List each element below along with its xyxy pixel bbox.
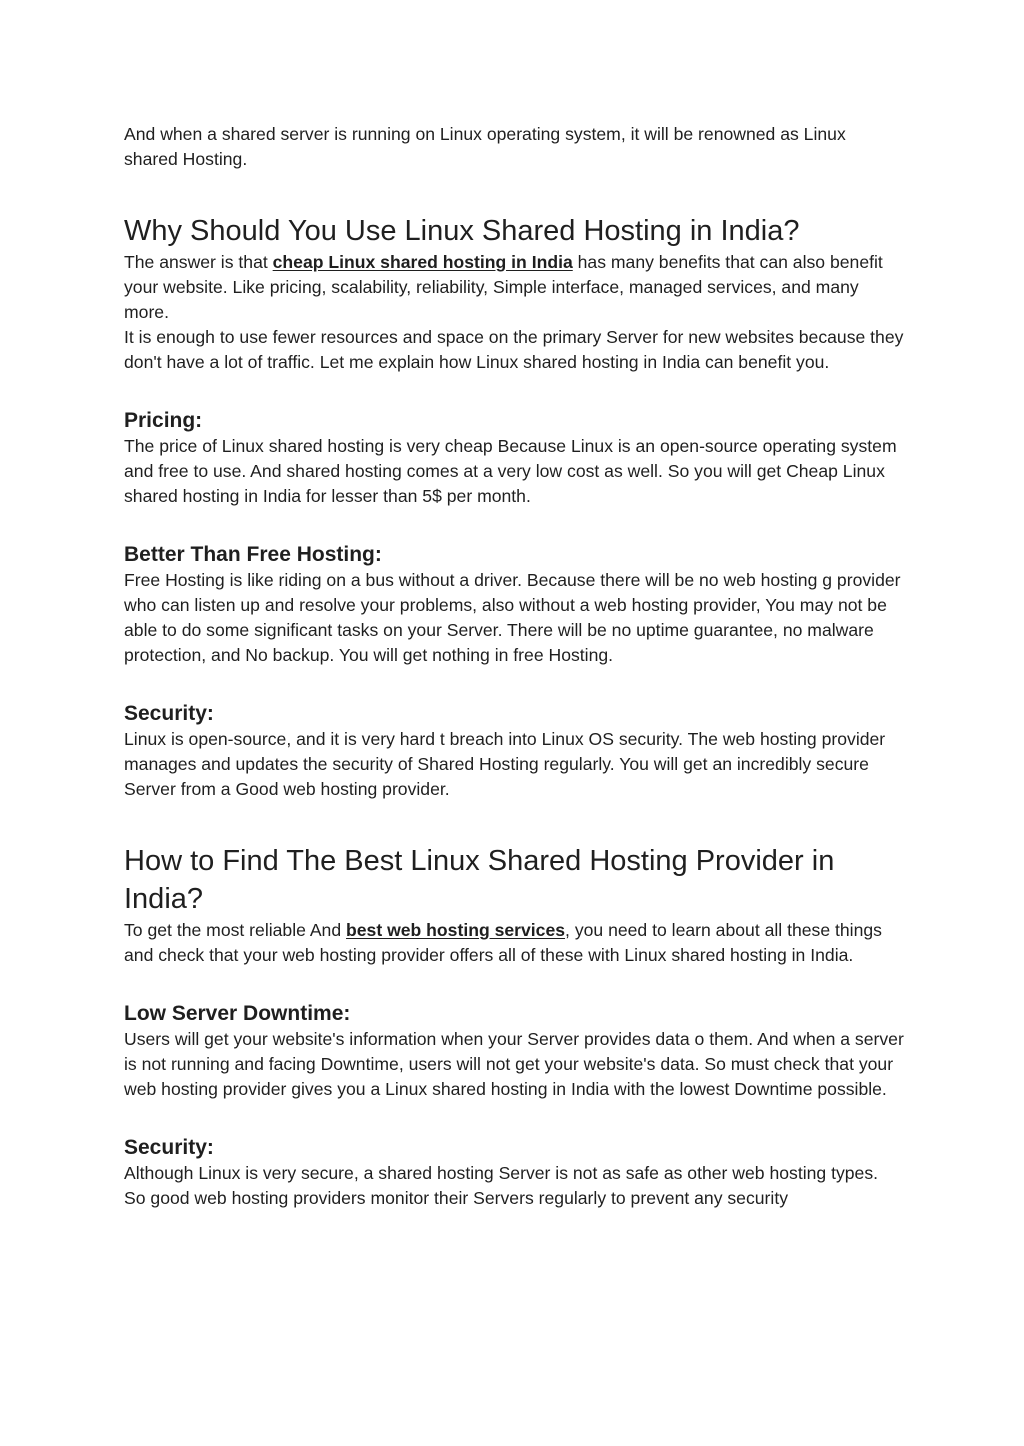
- heading-low-downtime: Low Server Downtime:: [124, 1002, 351, 1025]
- spacer: [124, 509, 904, 541]
- better-paragraph: Free Hosting is like riding on a bus without a driver. Because there will be no web hosting g provider who can listen up and resolve your problems, also without a web hosting provider, You may not be able to do some significant tasks on your Server. There will be no uptime guarantee, no malware protection, and No backup. You will get nothing in free Hosting.: [124, 570, 901, 665]
- downtime-paragraph: Users will get your website's information when your Server provides data o them. And when a server is not running and facing Downtime, users will not get your website's data. So must check that your web hosting provider gives you a Linux shared hosting in India with the lowest Downtime possible.: [124, 1029, 904, 1099]
- how-text-before-link: To get the most reliable And: [124, 920, 347, 940]
- heading-security-2: Security:: [124, 1136, 214, 1159]
- how-text-after-link: , you need to learn about all these things and check that your web hosting provider offers all of these with Linux shared hosting in India.: [124, 920, 882, 965]
- document-page: [124, 122, 904, 1211]
- spacer: [124, 172, 904, 212]
- heading-how-to-find: How to Find The Best Linux Shared Hosting Provider in India?: [124, 845, 835, 915]
- cheap-linux-hosting-link[interactable]: cheap Linux shared hosting in India: [272, 252, 573, 272]
- security-2-paragraph: Although Linux is very secure, a shared hosting Server is not as safe as other web hosting types. So good web hosting providers monitor their Servers regularly to prevent any security: [124, 1163, 879, 1208]
- spacer: [124, 802, 904, 842]
- best-web-hosting-link[interactable]: best web hosting services: [346, 920, 566, 940]
- heading-better-than-free: Better Than Free Hosting:: [124, 543, 382, 566]
- why-paragraph-2: It is enough to use fewer resources and space on the primary Server for new websites because they don't have a lot of traffic. Let me explain how Linux shared hosting in India can benefit you.: [124, 327, 904, 372]
- heading-pricing: Pricing:: [124, 409, 203, 432]
- intro-paragraph: And when a shared server is running on Linux operating system, it will be renowned as Linux shared Hosting.: [124, 124, 846, 169]
- heading-security-1: Security:: [124, 702, 214, 725]
- security-1-paragraph: Linux is open-source, and it is very hard t breach into Linux OS security. The web hosting provider manages and updates the security of Shared Hosting regularly. You will get an incredibly secure Server from a Good web hosting provider.: [124, 729, 886, 799]
- spacer: [124, 968, 904, 1000]
- pricing-paragraph: The price of Linux shared hosting is very cheap Because Linux is an open-source operating system and free to use. And shared hosting comes at a very low cost as well. So you will get Cheap Linux shared hosting in India for lesser than 5$ per month.: [124, 436, 897, 506]
- spacer: [124, 375, 904, 407]
- why-text-after-link: has many benefits that can also benefit your website. Like pricing, scalability, reliability, Simple interface, managed services, and many more.: [124, 252, 883, 322]
- why-text-before-link: The answer is that: [124, 252, 273, 272]
- spacer: [124, 1102, 904, 1134]
- heading-why-linux-shared-hosting: Why Should You Use Linux Shared Hosting in India?: [124, 215, 800, 247]
- why-paragraph-1: [124, 250, 904, 325]
- spacer: [124, 668, 904, 700]
- how-paragraph: [124, 918, 904, 968]
